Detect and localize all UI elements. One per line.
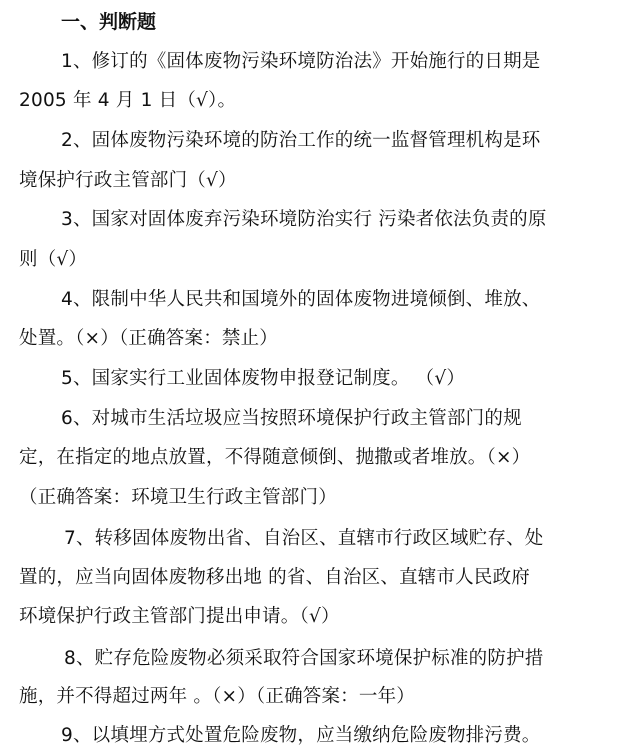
question-6-line-1: 6、对城市生活垃圾应当按照环境保护行政主管部门的规 (61, 408, 522, 429)
question-2-line-2: 境保护行政主管部门（√） (19, 170, 237, 191)
question-1-line-1: 1、修订的《固体废物污染环境防治法》开始施行的日期是 (61, 51, 541, 72)
section-title: 一、判断题 (61, 11, 157, 33)
question-6-line-2: 定，在指定的地点放置，不得随意倾倒、抛撒或者堆放。（×） (19, 447, 531, 468)
question-7-line-1: 7、转移固体废物出省、自治区、直辖市行政区域贮存、处 (64, 528, 544, 549)
question-7-line-2: 置的，应当向固体废物移出地 的省、自治区、直辖市人民政府 (19, 567, 530, 588)
question-4-line-1: 4、限制中华人民共和国境外的固体废物进境倾倒、堆放、 (61, 289, 541, 310)
question-3-line-1: 3、国家对固体废弃污染环境防治实行 污染者依法负责的原 (61, 209, 547, 230)
question-4-line-2: 处置。（×）（正确答案：禁止） (19, 328, 279, 349)
question-8-line-1: 8、贮存危险废物必须采取符合国家环境保护标准的防护措 (64, 648, 544, 669)
question-7-line-3: 环境保护行政主管部门提出申请。（√） (19, 606, 340, 627)
question-3-line-2: 则（√） (19, 249, 88, 270)
question-8-line-2: 施，并不得超过两年 。（×）（正确答案：一年） (19, 686, 415, 707)
question-6-line-3: （正确答案：环境卫生行政主管部门） (19, 487, 337, 508)
question-9-line-1: 9、以填埋方式处置危险废物，应当缴纳危险废物排污费。 (61, 725, 541, 746)
question-5-line-1: 5、国家实行工业固体废物申报登记制度。 （√） (61, 368, 466, 389)
question-2-line-1: 2、固体废物污染环境的防治工作的统一监督管理机构是环 (61, 130, 541, 151)
question-1-line-2: 2005 年 4 月 1 日（√）。 (19, 90, 237, 111)
